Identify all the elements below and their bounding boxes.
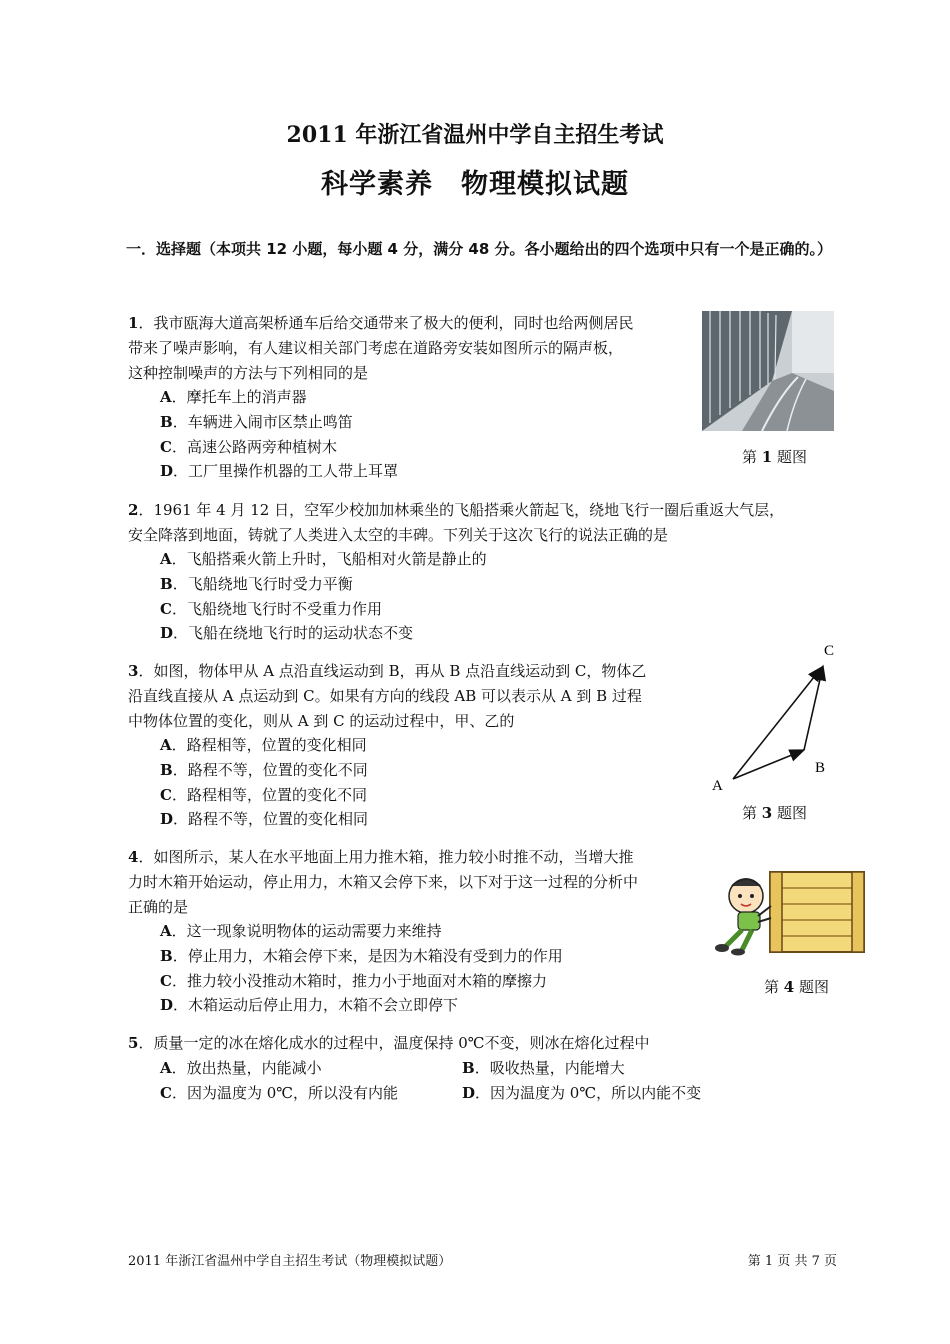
point-label-a: A: [712, 778, 723, 794]
question-5-options-left: [160, 1056, 460, 1106]
option-d: D．飞船在绕地飞行时的运动状态不变: [160, 624, 414, 643]
option-b: B．路程不等，位置的变化不同: [160, 760, 368, 779]
option-d: D．路程不等，位置的变化相同: [160, 810, 369, 829]
vector-diagram: [700, 640, 850, 800]
option-c: C．路程相等，位置的变化不同: [160, 785, 367, 804]
question-number: 5: [128, 1034, 139, 1052]
option-d: D．木箱运动后停止用力，木箱不会立即停下: [160, 996, 459, 1015]
section-heading: 一．选择题（本项共 12 小题，每小题 4 分，满分 48 分。各小题给出的四个选项中只有一个是正确的。）: [126, 240, 833, 258]
figure-1-caption: 第 1 题图: [742, 448, 807, 466]
option-a: A．摩托车上的消声器: [160, 388, 307, 406]
noise-barrier-photo: [702, 311, 834, 431]
figure-3-caption: 第 3 题图: [742, 804, 807, 822]
option-a: A．路程相等，位置的变化相同: [160, 736, 367, 754]
option-b: B．车辆进入闹市区禁止鸣笛: [160, 412, 353, 431]
question-1-options: [160, 385, 680, 484]
option-b: B．停止用力，木箱会停下来，是因为木箱没有受到力的作用: [160, 946, 563, 965]
question-2-stem: [128, 498, 848, 548]
option-a: A．这一现象说明物体的运动需要力来维持: [160, 922, 442, 940]
question-number: 1: [128, 314, 139, 332]
footer-title: 2011 年浙江省温州中学自主招生考试（物理模拟试题）: [128, 1254, 452, 1269]
option-c: C．因为温度为 0℃，所以没有内能: [160, 1083, 399, 1102]
question-4-options: [160, 919, 720, 1018]
question-2-options: [160, 547, 760, 646]
wooden-box: [770, 872, 864, 952]
stem-line: 这种控制噪声的方法与下列相同的是: [128, 363, 369, 382]
point-label-c: C: [824, 643, 835, 659]
stem-line: 沿直线直接从 A 点运动到 C。如果有方向的线段 AB 可以表示从 A 到 B 过程: [128, 686, 642, 705]
option-d: D．工厂里操作机器的工人带上耳罩: [160, 462, 399, 481]
option-a: A．飞船搭乘火箭上升时，飞船相对火箭是静止的: [160, 550, 487, 568]
stem-line: 正确的是: [128, 897, 189, 916]
option-b: B．飞船绕地飞行时受力平衡: [160, 574, 353, 593]
option-c: C．飞船绕地飞行时不受重力作用: [160, 599, 382, 618]
stem-line: 2．1961 年 4 月 12 日，空军少校加加林乘坐的飞船搭乘火箭起飞，绕地飞行一圈后重返大气层，: [128, 501, 785, 519]
person-body: [738, 912, 760, 930]
figure-4-caption: 第 4 题图: [764, 978, 829, 996]
stem-line: 4．如图所示，某人在水平地面上用力推木箱，推力较小时推不动，当增大推: [128, 848, 634, 866]
question-5-stem: [128, 1031, 828, 1056]
question-5-options-right: [462, 1056, 762, 1106]
stem-line: 中物体位置的变化，则从 A 到 C 的运动过程中，甲、乙的: [128, 711, 515, 730]
question-1-stem: [128, 311, 698, 385]
stem-line: 安全降落到地面，铸就了人类进入太空的丰碑。下列关于这次飞行的说法正确的是: [128, 525, 669, 544]
person-pushing-box-cartoon: [708, 866, 868, 956]
stem-line: 带来了噪声影响，有人建议相关部门考虑在道路旁安装如图所示的隔声板，: [128, 338, 624, 357]
question-3-stem: [128, 659, 698, 733]
exam-title: 2011 年浙江省温州中学自主招生考试: [286, 122, 664, 148]
option-d: D．因为温度为 0℃，所以内能不变: [462, 1083, 702, 1102]
question-number: 2: [128, 501, 139, 519]
option-a: A．放出热量，内能减小: [160, 1059, 322, 1077]
option-b: B．吸收热量，内能增大: [462, 1059, 625, 1077]
stem-line: 1．我市瓯海大道高架桥通车后给交通带来了极大的便利，同时也给两侧居民: [128, 314, 634, 332]
option-c: C．高速公路两旁种植树木: [160, 437, 337, 456]
stem-line: 3．如图，物体甲从 A 点沿直线运动到 B，再从 B 点沿直线运动到 C，物体乙: [128, 662, 647, 680]
vector-ac: [733, 667, 822, 779]
question-number: 3: [128, 662, 139, 680]
page-number: 第 1 页 共 7 页: [747, 1254, 837, 1269]
stem-line: 力时木箱开始运动，停止用力，木箱又会停下来，以下对于这一过程的分析中: [128, 872, 639, 891]
option-c: C．推力较小没推动木箱时，推力小于地面对木箱的摩擦力: [160, 971, 547, 990]
question-4-stem: [128, 845, 703, 919]
stem-line: 5．质量一定的冰在熔化成水的过程中，温度保持 0℃不变，则冰在熔化过程中: [128, 1034, 650, 1052]
point-label-b: B: [815, 760, 826, 776]
question-3-options: [160, 733, 680, 832]
question-number: 4: [128, 848, 139, 866]
exam-subtitle: 科学素养 物理模拟试题: [321, 169, 629, 200]
